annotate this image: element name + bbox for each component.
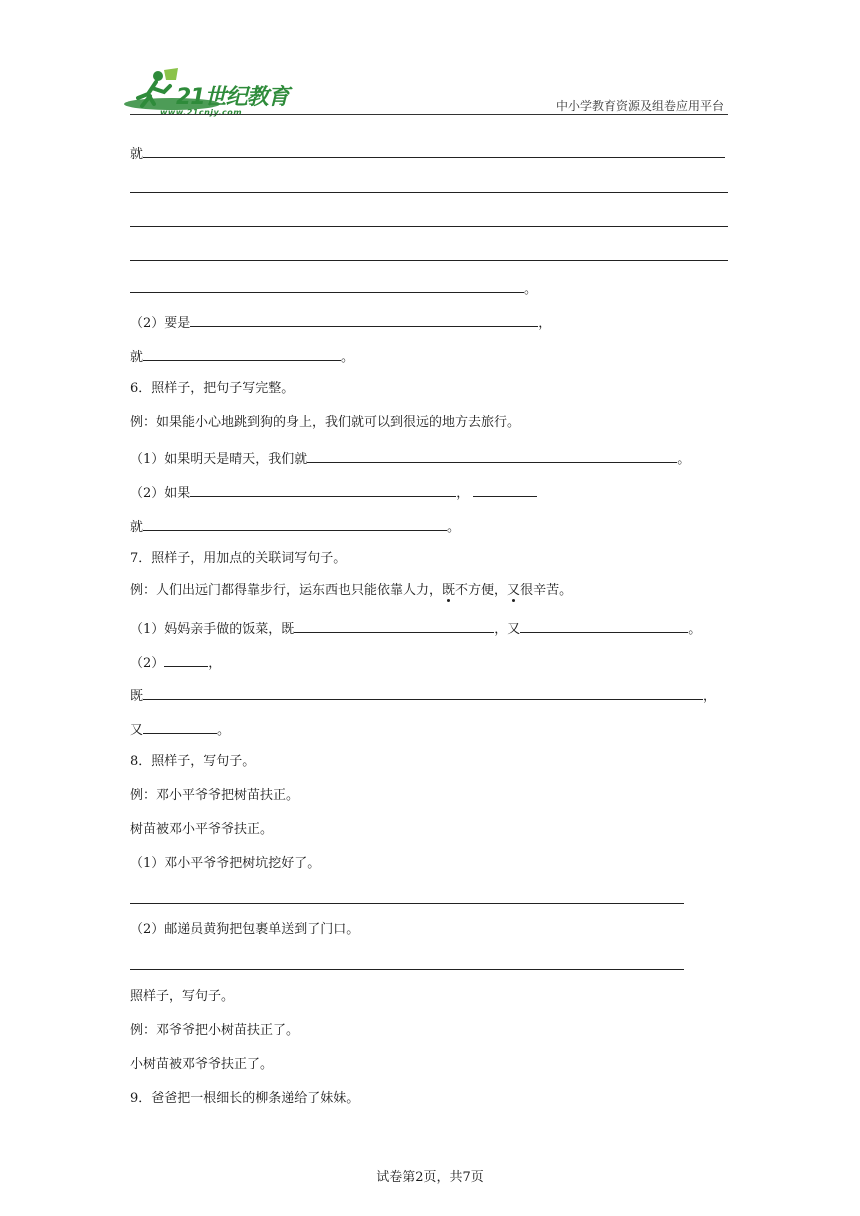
answer-blank[interactable] [307,448,677,463]
question-8-title: 8．照样子，写句子。 [130,754,256,769]
answer-blank[interactable] [143,685,703,700]
question-6-1 [130,448,690,469]
answer-blank[interactable] [473,482,537,497]
punctuation: 。 [217,723,231,738]
answer-blank[interactable] [520,618,688,633]
punctuation: ， [456,486,470,501]
line-label: 就 [130,147,144,162]
dotted-word: 又 [507,583,521,598]
answer-rule[interactable] [130,903,684,904]
question-text: （1）如果明天是晴天，我们就 [130,452,308,467]
punctuation: 。 [447,520,461,535]
example-text: 很辛苦。 [520,583,573,598]
punctuation: 。 [341,350,355,365]
answer-rule[interactable] [130,226,728,227]
question-5-2 [130,312,551,333]
question-text: ，又 [494,622,521,637]
question-7-2 [130,652,221,673]
question-8b-example-2: 小树苗被邓爷爷扶正了。 [130,1057,274,1072]
answer-rule[interactable] [130,969,684,970]
question-text: （2）如果 [130,486,191,501]
line-label: 又 [130,723,144,738]
question-9-title: 9．爸爸把一根细长的柳条递给了妹妹。 [130,1091,360,1106]
page-footer: 试卷第2页，共7页 [376,1170,484,1185]
answer-line [130,516,460,537]
logo-text: 21世纪教育 [176,85,289,110]
punctuation: 。 [677,452,691,467]
punctuation: 。 [688,622,702,637]
punctuation: ， [208,656,222,671]
answer-blank[interactable] [143,143,725,158]
question-7-1 [130,618,701,639]
question-7-example [130,582,572,600]
question-6-2 [130,482,537,503]
question-text: （2）要是 [130,316,191,331]
answer-rule[interactable] [130,260,728,261]
question-6-title: 6．照样子，把句子写完整。 [130,381,295,396]
question-8-2: （2）邮递员黄狗把包裹单送到了门口。 [130,922,360,937]
punctuation: ， [703,689,717,704]
question-8-example-1: 例：邓小平爷爷把树苗扶正。 [130,788,300,803]
question-6-example: 例：如果能小心地跳到狗的身上，我们就可以到很远的地方去旅行。 [130,415,521,430]
example-text: 不方便， [455,583,508,598]
question-7-title: 7．照样子，用加点的关联词写句子。 [130,551,347,566]
question-8b-example-1: 例：邓爷爷把小树苗扶正了。 [130,1023,300,1038]
answer-rule[interactable] [130,192,728,193]
answer-line [130,685,716,706]
logo-url: www.21cnjy.com [160,108,243,117]
line-label: 就 [130,520,144,535]
line-label: 就 [130,350,144,365]
header-divider [130,114,728,115]
dotted-word: 既 [442,583,456,598]
answer-line [130,346,354,367]
answer-blank[interactable] [294,618,494,633]
answer-blank[interactable] [190,312,538,327]
example-text: 例：人们出远门都得靠步行，运东西也只能依靠人力， [130,583,443,598]
question-text: （1）妈妈亲手做的饭菜，既 [130,622,295,637]
question-text: （2） [130,656,165,671]
question-8-1: （1）邓小平爷爷把树坑挖好了。 [130,856,321,871]
question-8b-title: 照样子，写句子。 [130,989,235,1004]
answer-blank[interactable] [143,346,341,361]
answer-blank[interactable] [143,516,447,531]
answer-line [130,719,230,740]
punctuation: ， [538,316,552,331]
punctuation: 。 [524,282,538,297]
question-8-example-2: 树苗被邓小平爷爷扶正。 [130,822,274,837]
answer-line [130,278,537,299]
answer-blank[interactable] [143,719,217,734]
answer-blank[interactable] [164,652,208,667]
answer-blank[interactable] [190,482,456,497]
platform-name: 中小学教育资源及组卷应用平台 [555,99,724,113]
answer-blank[interactable] [130,278,524,293]
answer-line [130,143,725,164]
line-label: 既 [130,689,144,704]
